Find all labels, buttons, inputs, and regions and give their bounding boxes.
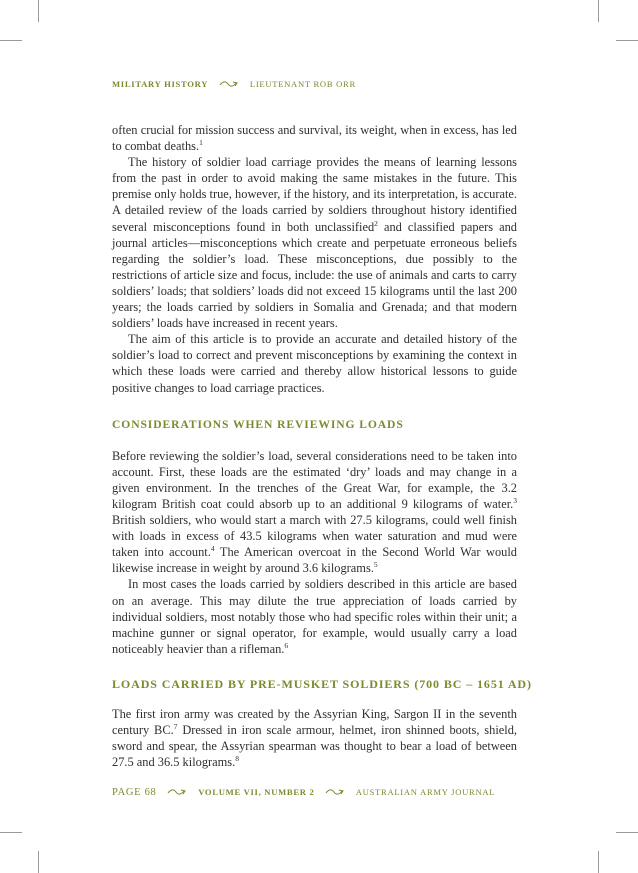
footnote-ref[interactable]: 2 (374, 218, 378, 228)
footnote-ref[interactable]: 5 (373, 560, 378, 570)
crop-mark (0, 40, 22, 41)
footnote-ref[interactable]: 4 (210, 544, 215, 554)
paragraph: often crucial for mission success and survival, its weight, when in excess, has led to combat deaths.$^1$ (112, 123, 517, 154)
crop-mark (616, 832, 638, 833)
crop-mark (38, 0, 39, 22)
page-footer (112, 787, 495, 798)
crop-mark (38, 851, 39, 873)
paragraph: Before reviewing the soldier’s load, several considerations need to be taken into account. First, these loads are the estimated ‘dry’ loads and may change in a given environment. In the trenches of the Great War, for example, the 3.2 kilogram British coat could absorb up to an additional 9 kilograms of water.$^3$ British soldiers, who would start a march with 27.5 kilograms, could well finish with loads in excess of 43.5 kilograms when water saturation and mud were taken into account.$^4$ The American overcoat in the Second World War would likewise increase in weight by around 3.6 kilograms.$^5$ (112, 448, 517, 576)
crop-mark (0, 832, 22, 833)
paragraph: The first iron army was created by the Assyrian King, Sargon II in the seventh century BC.$^7$ Dressed in iron scale armour, helmet, iron shinned boots, shield, sword and spear, the Assyrian spearman was thought to bear a load of between 27.5 and 36.5 kilograms.$^8$ (112, 707, 517, 770)
footnote-ref[interactable]: 1 (199, 138, 203, 148)
volume-label: VOLUME VII, NUMBER 2 (198, 787, 315, 797)
section-heading: CONSIDERATIONS WHEN REVIEWING LOADS (112, 417, 404, 431)
crop-mark (598, 851, 599, 873)
running-head (112, 79, 356, 90)
crop-mark (616, 40, 638, 41)
footnote-ref[interactable]: 6 (284, 640, 289, 650)
swash-ornament-icon (325, 788, 345, 798)
running-head-section: MILITARY HISTORY (112, 79, 209, 89)
footnote-ref[interactable]: 3 (513, 495, 517, 505)
article-body (112, 122, 532, 770)
paragraph: In most cases the loads carried by soldiers described in this article are based on an average. This may dilute the true appreciation of loads carried by individual soldiers, most notably those who had specific roles within their unit; a machine gunner or signal operator, for example, would usually carry a load noticeably heavier than a rifleman.$^6$ (112, 577, 517, 656)
paragraph: The aim of this article is to provide an accurate and detailed history of the soldier’s load to correct and prevent misconceptions by examining the context in which these loads were carried and thereby allow historical lessons to guide positive changes to load carriage practices. (112, 332, 517, 395)
swash-ornament-icon (167, 788, 187, 798)
crop-mark (598, 0, 599, 22)
page-number: PAGE 68 (112, 787, 157, 798)
footnote-ref[interactable]: 7 (173, 722, 178, 732)
swash-ornament-icon (219, 80, 239, 90)
paragraph: The history of soldier load carriage provides the means of learning lessons from the past in order to avoid making the same mistakes in the future. This premise only holds true, however, if the history, and its interpretation, is accurate. A detailed review of the loads carried by soldiers throughout history identified several misconceptions found in both unclassified$^2$ and classified papers and journal articles—misconceptions which create and perpetuate erroneous beliefs regarding the soldier’s load. These misconceptions, due possibly to the restrictions of article size and focus, include: the use of animals and carts to carry soldiers’ loads; that soldiers’ loads did not exceed 15 kilograms until the last 200 years; the loads carried by soldiers in Somalia and Grenada; and that modern soldiers’ loads have increased in recent years. (112, 155, 517, 331)
footnote-ref[interactable]: 8 (235, 754, 239, 764)
section-heading: LOADS CARRIED BY PRE-MUSKET SOLDIERS (700 BC – 1651 AD) (112, 676, 532, 691)
journal-name: AUSTRALIAN ARMY JOURNAL (355, 787, 496, 797)
running-head-author: LIEUTENANT ROB ORR (249, 79, 356, 89)
